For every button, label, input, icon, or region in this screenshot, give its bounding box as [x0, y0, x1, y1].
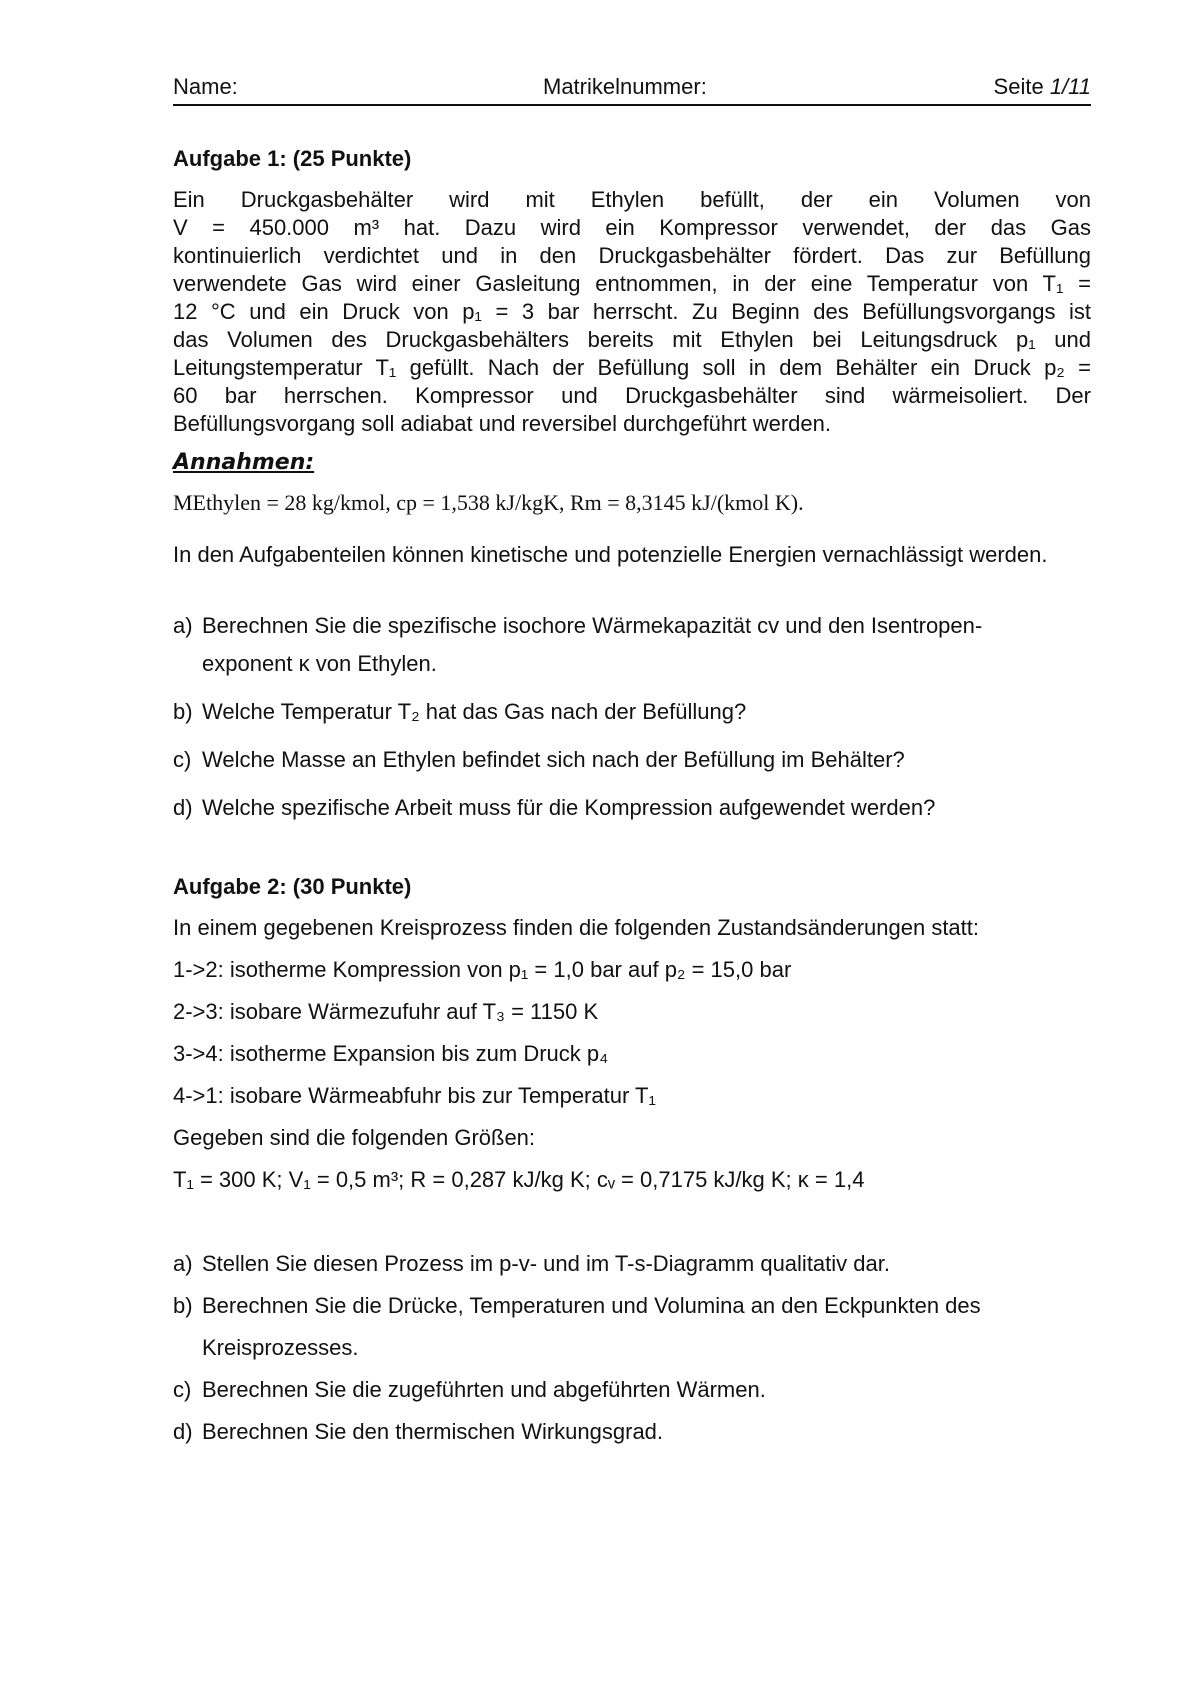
- question-text: Berechnen Sie die zugeführten und abgeführten Wärmen.: [202, 1377, 766, 1402]
- question-label: c): [173, 747, 192, 772]
- page-header: [173, 74, 1091, 106]
- intro-line: kontinuierlich verdichtet und in den Druckgasbehälter fördert. Das zur Befüllung: [173, 243, 1091, 268]
- question-text: Berechnen Sie die spezifische isochore Wärmekapazität cv und den Isentropen-: [202, 613, 983, 638]
- process-step: 1->2: isotherme Kompression von p₁ = 1,0 bar auf p₂ = 15,0 bar: [173, 957, 792, 982]
- header-matrikelnummer: Matrikelnummer:: [543, 74, 707, 99]
- task2-title: Aufgabe 2: (30 Punkte): [173, 874, 412, 899]
- page-prefix: Seite: [993, 74, 1050, 99]
- question-label: b): [173, 699, 193, 724]
- intro-line: verwendete Gas wird einer Gasleitung entnommen, in der eine Temperatur von T₁ =: [173, 271, 1091, 296]
- question-continuation: Kreisprozesses.: [202, 1335, 359, 1360]
- question-text: Welche spezifische Arbeit muss für die Kompression aufgewendet werden?: [202, 795, 936, 820]
- task1-question-c: [173, 746, 1091, 774]
- task1-question-a: [173, 612, 1091, 678]
- header-name: Name:: [173, 74, 238, 99]
- task1-question-d: [173, 794, 1091, 822]
- question-text: Welche Temperatur T₂ hat das Gas nach der Befüllung?: [202, 699, 747, 724]
- task2-question-a: [173, 1250, 1091, 1278]
- task2-question-b: [173, 1292, 1091, 1362]
- question-text: Stellen Sie diesen Prozess im p-v- und im T-s-Diagramm qualitativ dar.: [202, 1251, 890, 1276]
- question-text: Berechnen Sie den thermischen Wirkungsgrad.: [202, 1419, 664, 1444]
- header-page-number: [994, 74, 1091, 100]
- intro-line: V = 450.000 m³ hat. Dazu wird ein Kompressor verwendet, der das Gas: [173, 215, 1091, 240]
- intro-line: das Volumen des Druckgasbehälters bereits mit Ethylen bei Leitungsdruck p₁ und: [173, 327, 1091, 352]
- question-label: a): [173, 613, 193, 638]
- question-text: Welche Masse an Ethylen befindet sich nach der Befüllung im Behälter?: [202, 747, 905, 772]
- process-step: 2->3: isobare Wärmezufuhr auf T₃ = 1150 K: [173, 999, 599, 1024]
- task2-intro: In einem gegebenen Kreisprozess finden die folgenden Zustandsänderungen statt:: [173, 915, 980, 940]
- given-label: Gegeben sind die folgenden Größen:: [173, 1125, 536, 1150]
- intro-line: Leitungstemperatur T₁ gefüllt. Nach der Befüllung soll in dem Behälter ein Druck p₂ =: [173, 355, 1091, 380]
- task1-intro: [173, 186, 1091, 438]
- task1-title: Aufgabe 1: (25 Punkte): [173, 146, 412, 171]
- given-values: T₁ = 300 K; V₁ = 0,5 m³; R = 0,287 kJ/kg K; cᵥ = 0,7175 kJ/kg K; κ = 1,4: [173, 1167, 865, 1192]
- page-num: 1/11: [1049, 74, 1091, 99]
- question-label: d): [173, 1419, 193, 1444]
- intro-line: 60 bar herrschen. Kompressor und Druckgasbehälter sind wärmeisoliert. Der: [173, 383, 1091, 408]
- task2-question-c: [173, 1376, 1091, 1404]
- question-label: b): [173, 1293, 193, 1318]
- task1-question-b: [173, 698, 1091, 726]
- question-label: d): [173, 795, 193, 820]
- question-text: Berechnen Sie die Drücke, Temperaturen und Volumina an den Eckpunkten des: [202, 1293, 981, 1318]
- process-step: 4->1: isobare Wärmeabfuhr bis zur Temperatur T₁: [173, 1083, 656, 1108]
- question-label: a): [173, 1251, 193, 1276]
- intro-line: Befüllungsvorgang soll adiabat und reversibel durchgeführt werden.: [173, 411, 831, 436]
- intro-line: Ein Druckgasbehälter wird mit Ethylen befüllt, der ein Volumen von: [173, 187, 1091, 212]
- intro-line: 12 °C und ein Druck von p₁ = 3 bar herrscht. Zu Beginn des Befüllungsvorgangs ist: [173, 299, 1091, 324]
- assumptions-formula: MEthylen = 28 kg/kmol, cp = 1,538 kJ/kgK, Rm = 8,3145 kJ/(kmol K).: [173, 490, 804, 515]
- question-continuation: exponent κ von Ethylen.: [202, 651, 437, 676]
- question-label: c): [173, 1377, 192, 1402]
- assumptions-note: In den Aufgabenteilen können kinetische und potenzielle Energien vernachlässigt werden.: [173, 542, 1048, 567]
- assumptions-heading: Annahmen:: [173, 450, 315, 475]
- task2-question-d: [173, 1418, 1091, 1446]
- process-step: 3->4: isotherme Expansion bis zum Druck p₄: [173, 1041, 609, 1066]
